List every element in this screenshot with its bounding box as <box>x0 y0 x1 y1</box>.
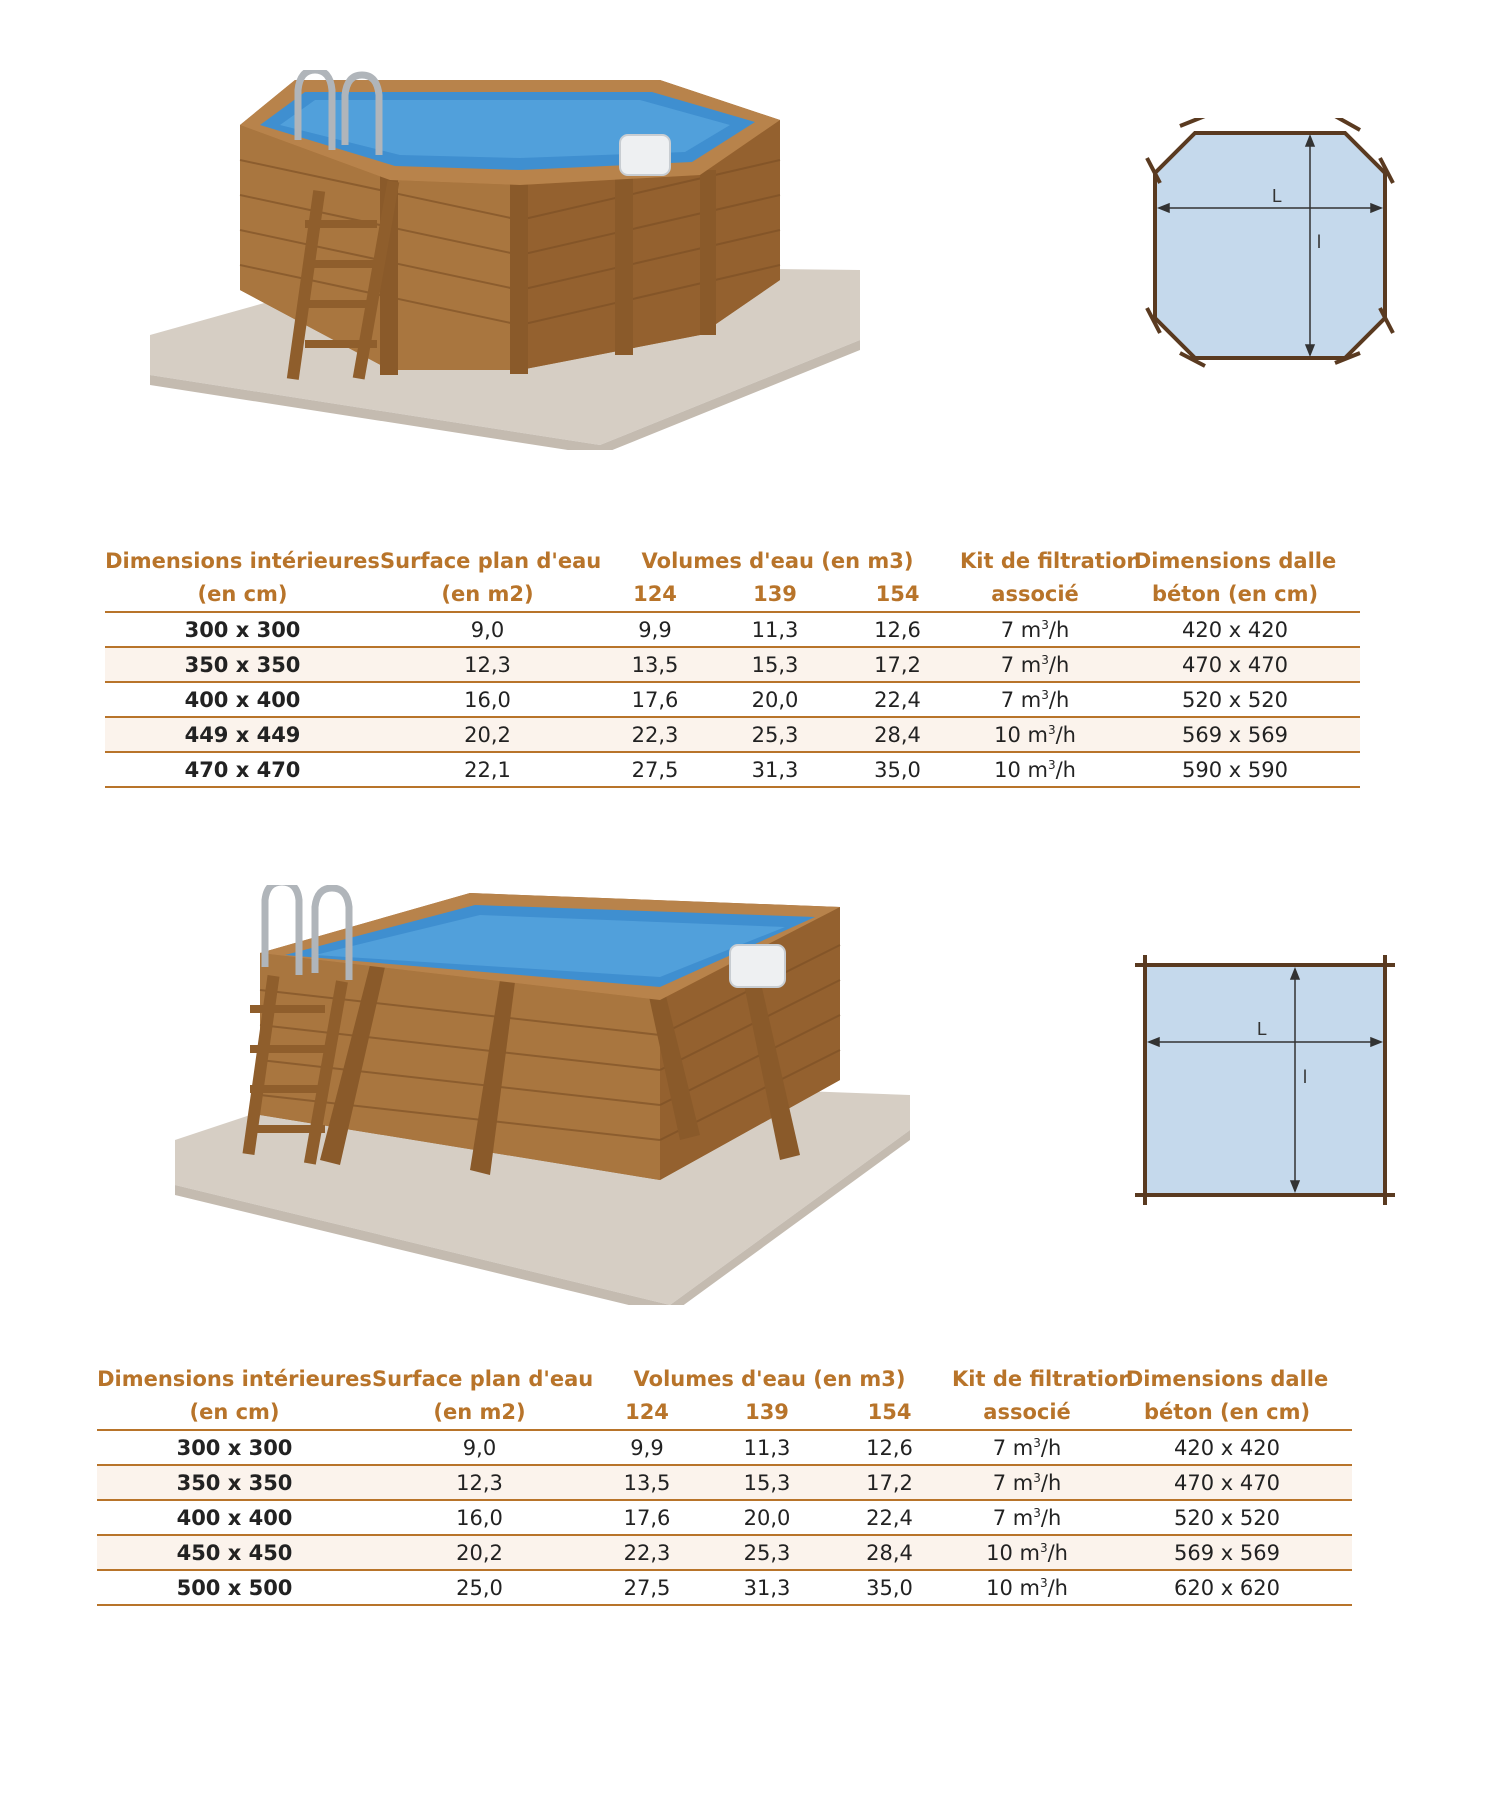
cell-surface: 16,0 <box>380 682 595 717</box>
cell-dalle: 569 x 569 <box>1102 1535 1352 1570</box>
header-volume-154: 154 <box>835 578 960 612</box>
header-surface-unit: (en m2) <box>380 578 595 612</box>
cell-volume-154: 28,4 <box>827 1535 952 1570</box>
cell-volume-124: 13,5 <box>587 1465 707 1500</box>
cell-dalle: 470 x 470 <box>1110 647 1360 682</box>
cell-kit: 7 $m^3/h$ <box>952 1500 1102 1535</box>
cell-dimensions: 300 x 300 <box>105 612 380 647</box>
cell-volume-139: 31,3 <box>707 1570 827 1605</box>
octagonal-plan-diagram <box>1145 118 1395 368</box>
square-pool-section <box>0 800 1500 1800</box>
octagonal-pool-spec-table <box>105 545 1360 788</box>
header-volume-139: 139 <box>707 1396 827 1430</box>
cell-volume-154: 35,0 <box>835 752 960 787</box>
cell-kit: 7 $m^3/h$ <box>960 682 1110 717</box>
header-dalle-unit: béton (en cm) <box>1102 1396 1352 1430</box>
cell-volume-154: 28,4 <box>835 717 960 752</box>
header-volume-124: 124 <box>595 578 715 612</box>
cell-volume-139: 20,0 <box>715 682 835 717</box>
cell-dimensions: 350 x 350 <box>105 647 380 682</box>
cell-volume-154: 22,4 <box>835 682 960 717</box>
square-plan-diagram <box>1135 955 1395 1205</box>
cell-volume-124: 9,9 <box>587 1430 707 1465</box>
plan-width-label: l <box>1303 1067 1307 1087</box>
header-kit: Kit de filtration <box>952 1367 1134 1391</box>
cell-dalle: 470 x 470 <box>1102 1465 1352 1500</box>
table-row <box>105 612 1360 647</box>
cell-volume-124: 17,6 <box>595 682 715 717</box>
cell-volume-124: 22,3 <box>587 1535 707 1570</box>
cell-surface: 12,3 <box>380 647 595 682</box>
table-row <box>105 717 1360 752</box>
cell-kit: 7 $m^3/h$ <box>960 612 1110 647</box>
table-row <box>97 1430 1352 1465</box>
cell-dalle: 420 x 420 <box>1102 1430 1352 1465</box>
table-row <box>105 647 1360 682</box>
cell-surface: 20,2 <box>380 717 595 752</box>
cell-dimensions: 449 x 449 <box>105 717 380 752</box>
table-row <box>97 1465 1352 1500</box>
table-row <box>97 1535 1352 1570</box>
table-row <box>105 752 1360 787</box>
header-surface-unit: (en m2) <box>372 1396 587 1430</box>
cell-surface: 22,1 <box>380 752 595 787</box>
cell-dalle: 569 x 569 <box>1110 717 1360 752</box>
cell-volume-154: 17,2 <box>835 647 960 682</box>
cell-dimensions: 300 x 300 <box>97 1430 372 1465</box>
header-dalle: Dimensions dalle <box>1125 1367 1329 1391</box>
cell-dimensions: 500 x 500 <box>97 1570 372 1605</box>
header-kit-line2: associé <box>952 1396 1102 1430</box>
header-dalle-unit: béton (en cm) <box>1110 578 1360 612</box>
cell-kit: 10 $m^3/h$ <box>952 1570 1102 1605</box>
header-dimensions: Dimensions intérieures <box>97 1367 372 1391</box>
header-kit-line2: associé <box>960 578 1110 612</box>
cell-dalle: 620 x 620 <box>1102 1570 1352 1605</box>
cell-volume-124: 27,5 <box>587 1570 707 1605</box>
octagonal-pool-section <box>0 0 1500 800</box>
header-surface: Surface plan d'eau <box>380 549 602 573</box>
cell-surface: 16,0 <box>372 1500 587 1535</box>
square-pool-spec-table <box>97 1363 1352 1606</box>
cell-volume-139: 11,3 <box>707 1430 827 1465</box>
header-volume-139: 139 <box>715 578 835 612</box>
plan-length-label: L <box>1257 1019 1268 1039</box>
cell-volume-139: 25,3 <box>715 717 835 752</box>
cell-kit: 7 $m^3/h$ <box>960 647 1110 682</box>
cell-kit: 7 $m^3/h$ <box>952 1465 1102 1500</box>
table-row <box>97 1500 1352 1535</box>
plan-width-label: l <box>1317 232 1321 252</box>
header-volumes: Volumes d'eau (en m3) <box>633 1367 906 1391</box>
cell-dalle: 520 x 520 <box>1110 682 1360 717</box>
cell-kit: 10 $m^3/h$ <box>952 1535 1102 1570</box>
cell-dalle: 520 x 520 <box>1102 1500 1352 1535</box>
cell-volume-124: 27,5 <box>595 752 715 787</box>
cell-kit: 10 $m^3/h$ <box>960 752 1110 787</box>
cell-volume-154: 35,0 <box>827 1570 952 1605</box>
cell-dimensions: 400 x 400 <box>97 1500 372 1535</box>
cell-surface: 20,2 <box>372 1535 587 1570</box>
header-dalle: Dimensions dalle <box>1133 549 1337 573</box>
cell-dimensions: 470 x 470 <box>105 752 380 787</box>
cell-volume-124: 22,3 <box>595 717 715 752</box>
header-volume-124: 124 <box>587 1396 707 1430</box>
table-row <box>97 1570 1352 1605</box>
cell-dimensions: 350 x 350 <box>97 1465 372 1500</box>
plan-length-label: L <box>1272 186 1283 206</box>
header-surface: Surface plan d'eau <box>372 1367 594 1391</box>
cell-volume-154: 12,6 <box>835 612 960 647</box>
square-pool-illustration <box>170 885 920 1305</box>
cell-surface: 25,0 <box>372 1570 587 1605</box>
cell-kit: 10 $m^3/h$ <box>960 717 1110 752</box>
cell-volume-139: 11,3 <box>715 612 835 647</box>
cell-dimensions: 450 x 450 <box>97 1535 372 1570</box>
cell-dalle: 420 x 420 <box>1110 612 1360 647</box>
cell-dalle: 590 x 590 <box>1110 752 1360 787</box>
cell-surface: 9,0 <box>380 612 595 647</box>
header-volumes: Volumes d'eau (en m3) <box>641 549 914 573</box>
cell-volume-124: 13,5 <box>595 647 715 682</box>
cell-volume-124: 9,9 <box>595 612 715 647</box>
cell-kit: 7 $m^3/h$ <box>952 1430 1102 1465</box>
header-dimensions: Dimensions intérieures <box>105 549 380 573</box>
cell-dimensions: 400 x 400 <box>105 682 380 717</box>
cell-volume-139: 15,3 <box>715 647 835 682</box>
cell-volume-139: 25,3 <box>707 1535 827 1570</box>
cell-surface: 9,0 <box>372 1430 587 1465</box>
header-dimensions-unit: (en cm) <box>97 1396 372 1430</box>
table-row <box>105 682 1360 717</box>
cell-volume-154: 12,6 <box>827 1430 952 1465</box>
octagonal-pool-illustration <box>140 70 880 450</box>
cell-volume-124: 17,6 <box>587 1500 707 1535</box>
cell-volume-139: 31,3 <box>715 752 835 787</box>
cell-volume-154: 17,2 <box>827 1465 952 1500</box>
cell-surface: 12,3 <box>372 1465 587 1500</box>
header-kit: Kit de filtration <box>960 549 1142 573</box>
header-volume-154: 154 <box>827 1396 952 1430</box>
cell-volume-139: 15,3 <box>707 1465 827 1500</box>
header-dimensions-unit: (en cm) <box>105 578 380 612</box>
cell-volume-139: 20,0 <box>707 1500 827 1535</box>
cell-volume-154: 22,4 <box>827 1500 952 1535</box>
